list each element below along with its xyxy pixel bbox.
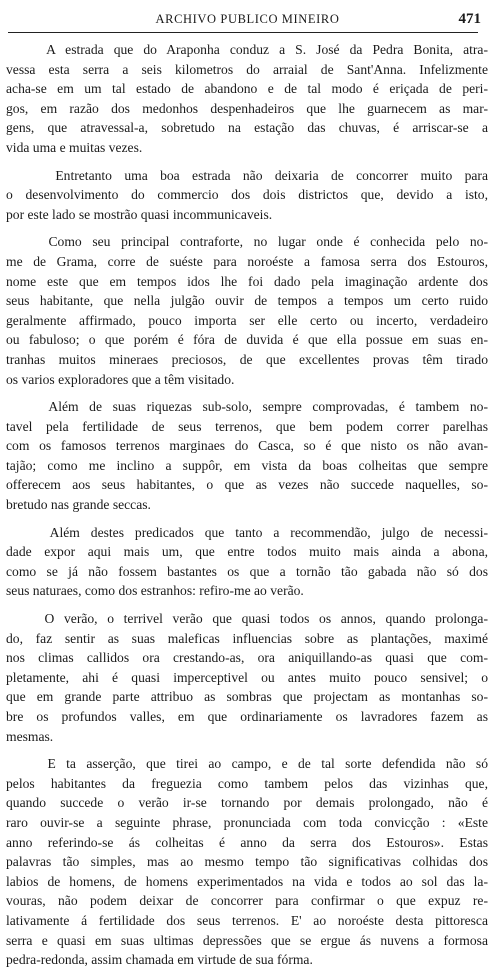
text-line: que em grande parte attribuo as sombras que projectam as montanhas so- — [6, 689, 488, 705]
running-header — [0, 12, 495, 30]
text-line: os varios exploradores que a têm visitado. — [6, 371, 235, 387]
text-line: vouras, não podem deixar de concorrer para confirmar o que expuz re- — [6, 893, 488, 909]
text-line: mesmas. — [6, 728, 54, 744]
text-line: Entretanto uma boa estrada não deixaria de concorrer muito para — [6, 167, 488, 183]
journal-title: ARCHIVO PUBLICO MINEIRO — [155, 12, 340, 26]
text-line: offerecem aos seus habitantes, o que as vezes não succede naquelles, so- — [6, 477, 488, 493]
page-number: 471 — [458, 11, 481, 27]
text-line: serra e quasi em suas ultimas depressões que se ergue ás nuvens a formosa — [6, 932, 488, 948]
text-line: pelos habitantes da freguezia como tambem pelos das vizinhas que, — [6, 775, 488, 791]
text-line: palavras tão simples, mas ao mesmo tempo tão significativas colhidas dos — [6, 854, 488, 870]
text-line: acha-se em um tal estado de abandono e de tal modo é eriçada de peri- — [6, 81, 488, 97]
text-line: gens, que atravessal-a, sobretudo na estação das chuvas, é arriscar-se a — [6, 120, 488, 136]
text-line: como se já não fossem bastantes os que a tornão tão gabada não só dos — [6, 563, 488, 579]
text-line: pedra-redonda, assim chamada em virtude de sua fórma. — [6, 952, 313, 968]
paragraph — [6, 397, 488, 515]
paragraph — [6, 40, 488, 158]
text-line: tajão; como me inclino a suppôr, em vista da boas colheitas que sempre — [6, 457, 488, 473]
body-text — [6, 40, 488, 978]
text-line: seus habitante, que nella julgão ouvir de tempos a tempos um certo ruido — [6, 293, 488, 309]
text-line: seus naturaes, como dos estranhos: refiro-me ao verão. — [6, 583, 304, 599]
text-line: labios de homens, de homens experimentados na vida e todos ao sol das la- — [6, 873, 488, 889]
text-line: o desenvolvimento do commercio dos dois districtos que, devido a isto, — [6, 187, 488, 203]
text-line: do, faz sentir as suas maleficas influencias sobre as plantações, maximé — [6, 630, 488, 646]
text-line: por este lado se mostrão quasi incommunicaveis. — [6, 206, 273, 222]
text-line: tranhas muitos mineraes preciosos, de que excellentes provas têm tirado — [6, 351, 488, 367]
text-line: dade expor aqui mais um, que entre todos muito mais ainda a abona, — [6, 544, 488, 560]
paragraph — [6, 523, 488, 601]
header-rule — [8, 32, 478, 33]
text-line: Além destes predicados que tanto a recommendão, julgo de necessi- — [6, 524, 488, 540]
text-line: ou fabuloso; o que porém é fóra de duvida é que ella possue em suas en- — [6, 332, 488, 348]
text-line: gos, em razão dos medonhos despenhadeiros que lhe guarnecem as mar- — [6, 100, 488, 116]
text-line: raro ouvir-se a seguinte phrase, pronunciada com toda convicção : «Este — [6, 814, 488, 830]
text-line: nos climas callidos ora crestando-as, ora aniquillando-as quasi que com- — [6, 650, 488, 666]
text-line: lativamente á fertilidade dos seus terrenos. E' ao noroéste desta pittoresca — [6, 912, 488, 928]
text-line: O verão, o terrivel verão que quasi todos os annos, quando prolonga- — [6, 611, 488, 627]
text-line: bretudo nas grande seccas. — [6, 497, 151, 513]
text-line: A estrada que do Araponha conduz a S. José da Pedra Bonita, atra- — [6, 42, 488, 57]
text-line: tavel pela fertilidade de seus terrenos, que bem podem correr parelhas — [6, 418, 488, 434]
text-line: bre os profundos valles, em que ordinariamente os lavradores fazem as — [6, 709, 488, 724]
text-line: E ta asserção, que tirei ao campo, e de tal sorte defendida não só — [6, 756, 488, 772]
paragraph — [6, 232, 488, 389]
text-line: pletamente, ahi é quasi imperceptivel ou antes muito pouco sensivel; o — [6, 669, 488, 685]
text-line: me de Grama, corre de suéste para noroéste a famosa serra dos Estouros, — [6, 253, 488, 269]
paragraph — [6, 609, 488, 746]
text-line: anno referindo-se ás colheitas é anno da serra dos Estouros». Estas — [6, 834, 488, 850]
text-line: com os famosos terrenos marginaes do Casca, so é que nisto os não avan- — [6, 438, 488, 454]
text-line: quando succede o verão ir-se tornando por demais prolongado, não é — [6, 795, 488, 811]
paragraph — [6, 166, 488, 225]
text-line: geralmente affirmado, pouco importa ser elle certo ou incerto, verdadeiro — [6, 312, 488, 328]
paragraph — [6, 754, 488, 970]
text-line: nome este que em tempos idos lhe foi dado pela imaginação ardente dos — [6, 273, 488, 289]
text-line: vessa esta serra a seis kilometros do arraial de Sant'Anna. Infelizmente — [6, 61, 488, 77]
text-line: vida uma e muitas vezes. — [6, 139, 143, 155]
text-line: Além de suas riquezas sub-solo, sempre comprovadas, é tambem no- — [6, 399, 488, 415]
text-line: Como seu principal contraforte, no lugar onde é conhecida pelo no- — [6, 234, 488, 250]
